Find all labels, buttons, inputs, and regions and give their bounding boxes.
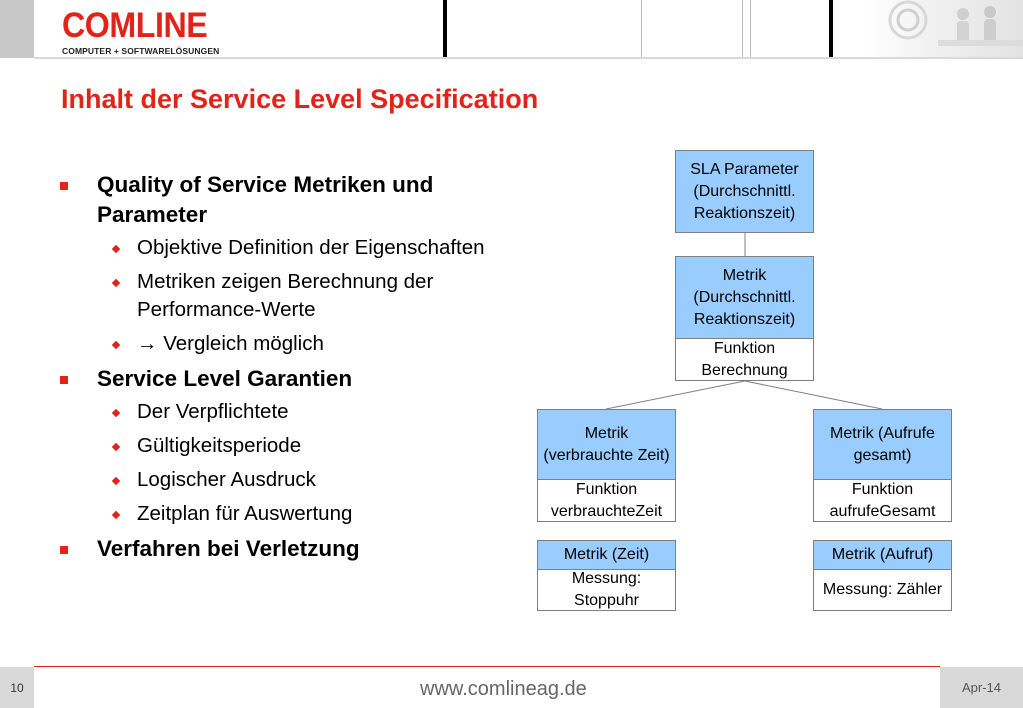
- bullet-text: Service Level Garantien: [97, 366, 353, 391]
- header-divider: [641, 0, 642, 58]
- comline-logo: [62, 8, 220, 56]
- sub-bullet-item: [60, 398, 510, 426]
- sub-bullet-text: Metriken zeigen Berechnung der Performance-Werte: [137, 270, 434, 321]
- bullet-text: Quality of Service Metriken und Parameter: [97, 172, 434, 227]
- header-divider: [829, 0, 833, 58]
- bullet-list: [60, 170, 510, 568]
- footer-url[interactable]: www.comlineag.de: [420, 678, 587, 700]
- messung-right-box: Messung: Zähler: [813, 570, 952, 611]
- funktion-main-box: Funktion Berechnung: [675, 339, 814, 381]
- page-title: Inhalt der Service Level Specification: [61, 84, 539, 114]
- funktion-left-box: Funktion verbrauchteZeit: [537, 480, 676, 522]
- sub-bullet-text: Objektive Definition der Eigenschaften: [137, 236, 485, 259]
- diamond-bullet-icon: [112, 341, 120, 349]
- metrik-right-box: Metrik (Aufrufe gesamt): [813, 409, 952, 480]
- sub-bullet-text: Der Verpflichtete: [137, 400, 289, 423]
- sub-bullet-item: [60, 268, 510, 324]
- metrik-main-box: Metrik (Durchschnittl. Reaktionszeit): [675, 256, 814, 339]
- page-number: 10: [0, 667, 34, 708]
- sub-bullet-item: [60, 432, 510, 460]
- bullet-item: [60, 534, 510, 564]
- funktion-right-box: Funktion aufrufeGesamt: [813, 480, 952, 522]
- connector-line: [606, 381, 745, 409]
- header-divider: [443, 0, 447, 58]
- square-bullet-icon: [60, 182, 68, 190]
- metrik-aufruf-box: Metrik (Aufruf): [813, 540, 952, 570]
- diamond-bullet-icon: [112, 477, 120, 485]
- bullet-item: [60, 364, 510, 394]
- footer-date: Apr-14: [940, 667, 1023, 708]
- bullet-item: [60, 170, 510, 230]
- header-photo: [868, 0, 1023, 58]
- sub-bullet-item: [60, 466, 510, 494]
- sub-bullet-item: [60, 234, 510, 262]
- header-divider: [742, 0, 743, 58]
- sla-parameter-box: SLA Parameter (Durchschnittl. Reaktionszeit): [675, 150, 814, 233]
- sub-bullet-text: Zeitplan für Auswertung: [137, 502, 353, 525]
- diamond-bullet-icon: [112, 409, 120, 417]
- footer-rule: [34, 666, 940, 667]
- metrik-zeit-box: Metrik (Zeit): [537, 540, 676, 570]
- header-left-bar: [0, 0, 34, 58]
- header-rule: [34, 57, 1023, 59]
- bullet-text: Verfahren bei Verletzung: [97, 536, 360, 561]
- logo-wordmark: COMLINE: [62, 6, 208, 45]
- diamond-bullet-icon: [112, 443, 120, 451]
- logo-subtitle: COMPUTER + SOFTWARELÖSUNGEN: [62, 46, 220, 56]
- diamond-bullet-icon: [112, 245, 120, 253]
- sub-bullet-item: [60, 500, 510, 528]
- square-bullet-icon: [60, 546, 68, 554]
- sub-bullet-text: Logischer Ausdruck: [137, 468, 316, 491]
- diamond-bullet-icon: [112, 279, 120, 287]
- connector-line: [745, 381, 882, 409]
- square-bullet-icon: [60, 376, 68, 384]
- sub-bullet-text: Gültigkeitsperiode: [137, 434, 302, 457]
- diamond-bullet-icon: [112, 511, 120, 519]
- messung-left-box: Messung: Stoppuhr: [537, 570, 676, 611]
- sub-bullet-text: → Vergleich möglich: [137, 332, 324, 355]
- header-divider: [750, 0, 751, 58]
- sub-bullet-item: [60, 330, 510, 358]
- metrik-left-box: Metrik (verbrauchte Zeit): [537, 409, 676, 480]
